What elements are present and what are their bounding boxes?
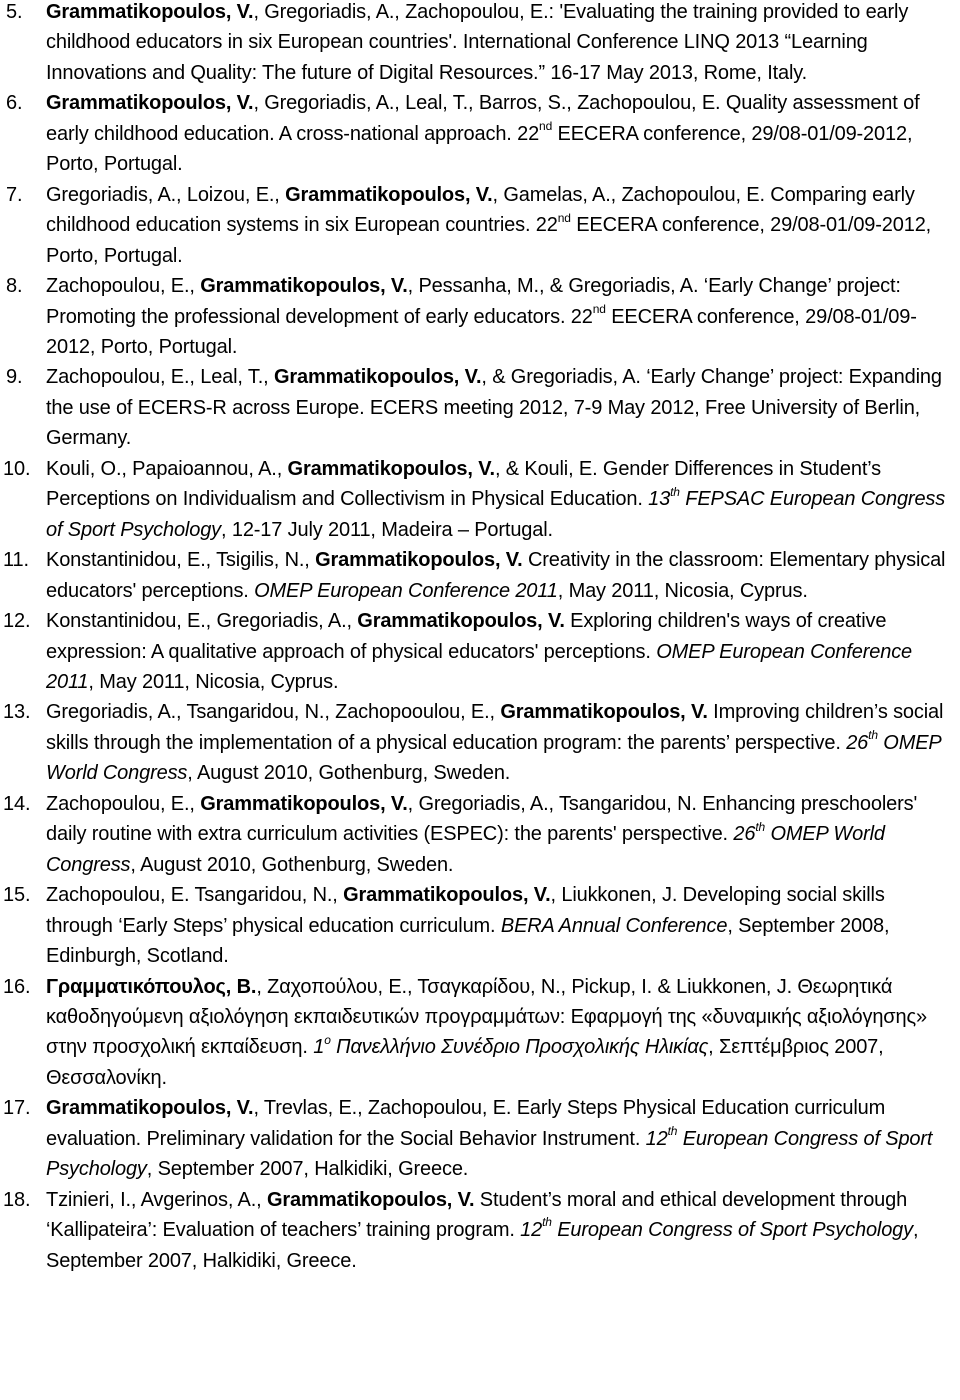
- reference-text: Creativity in the classroom: Elementary physical educators' perceptions.: [46, 549, 946, 602]
- ordinal-superscript: th: [670, 484, 680, 499]
- reference-number: 13.: [3, 701, 31, 724]
- reference-text: EECERA conference, 29/08-01/09-2012, Porto, Portugal.: [46, 305, 917, 358]
- reference-item: [0, 545, 960, 606]
- reference-number: 11.: [3, 549, 29, 572]
- reference-text: Zachopoulou, E., Leal, T.,: [46, 366, 274, 389]
- reference-number: 16.: [3, 975, 31, 998]
- reference-item: [0, 697, 960, 788]
- venue-title-italic: 12: [520, 1219, 543, 1242]
- reference-text: Konstantinidou, E., Tsigilis, N.,: [46, 549, 316, 572]
- reference-text: , & Gregoriadis, A. ‘Early Change’ project: Expanding the use of ECERS-R across Europe. ECERS meeting 2012, 7-9 May 2012, Free University of Berlin, Germany.: [46, 366, 942, 450]
- ordinal-superscript: nd: [539, 119, 553, 134]
- reference-item: [0, 789, 960, 880]
- reference-number: 6.: [6, 92, 23, 115]
- venue-title-italic: OMEP World Congress: [46, 823, 885, 876]
- venue-title-italic: OMEP World Congress: [46, 731, 941, 785]
- ordinal-superscript: th: [542, 1215, 552, 1230]
- reference-text: Tzinieri, I., Avgerinos, A.,: [46, 1188, 267, 1211]
- reference-text: Zachopoulou, E.,: [46, 275, 201, 298]
- author-name-bold: Grammatikopoulos, V.: [287, 457, 495, 480]
- author-name-bold: Grammatikopoulos, V.: [343, 884, 551, 907]
- ordinal-superscript: th: [667, 1124, 678, 1139]
- reference-item: [0, 972, 960, 1094]
- reference-text: , Liukkonen, J. Developing social skills through ‘Early Steps’ physical education curriculum.: [46, 884, 885, 937]
- reference-text: Improving children’s social skills through the implementation of a physical education program: the parents’ perspective.: [46, 701, 944, 754]
- ordinal-superscript: nd: [557, 210, 571, 225]
- ordinal-superscript: th: [755, 819, 766, 834]
- ordinal-superscript: nd: [592, 301, 606, 316]
- venue-title-italic: Πανελλήνιο Συνέδριο Προσχολικής Ηλικίας: [330, 1036, 709, 1059]
- author-name-bold: Grammatikopoulos, V.: [200, 792, 408, 815]
- venue-title-italic: 1: [313, 1036, 325, 1059]
- reference-text: , May 2011, Nicosia, Cyprus.: [88, 670, 339, 693]
- reference-item: [0, 88, 960, 179]
- reference-item: [0, 880, 960, 971]
- reference-item: [0, 606, 960, 697]
- venue-title-italic: European Congress of Sport Psychology: [46, 1127, 933, 1181]
- reference-text: , Gregoriadis, A., Leal, T., Barros, S., Zachopoulou, E. Quality assessment of early childhood education. A cross-national approach. 22: [46, 92, 920, 145]
- venue-title-italic: European Congress of Sport Psychology: [551, 1219, 914, 1242]
- reference-text: , September 2007, Halkidiki, Greece.: [146, 1158, 469, 1181]
- reference-text: , May 2011, Nicosia, Cyprus.: [557, 579, 808, 602]
- reference-item: [0, 1185, 960, 1276]
- reference-text: , Trevlas, E., Zachopoulou, E. Early Steps Physical Education curriculum evaluation. Preliminary validation for the Social Behavior Instrument.: [46, 1097, 886, 1150]
- reference-number: 15.: [3, 884, 31, 907]
- author-name-bold: Γραμματικόπουλος, Β.: [46, 975, 257, 998]
- reference-item: [0, 0, 960, 88]
- ordinal-superscript: th: [868, 728, 878, 743]
- author-name-bold: Grammatikopoulos, V.: [266, 1188, 475, 1211]
- reference-number: 5.: [6, 1, 23, 23]
- reference-item: [0, 362, 960, 453]
- reference-text: EECERA conference, 29/08-01/09-2012, Porto, Portugal.: [46, 122, 913, 176]
- reference-text: , Pessanha, M., & Gregoriadis, A. ‘Early Change’ project: Promoting the professional development of early educators. 22: [46, 275, 901, 328]
- author-name-bold: Grammatikopoulos, V.: [46, 92, 254, 115]
- reference-item: [0, 454, 960, 545]
- reference-item: [0, 180, 960, 271]
- venue-title-italic: 26: [733, 823, 756, 846]
- reference-text: , Gamelas, A., Zachopoulou, E. Comparing early childhood education systems in six European countries. 22: [46, 183, 915, 237]
- reference-number: 9.: [6, 366, 23, 389]
- reference-text: Exploring children's ways of creative expression: A qualitative approach of physical educators' perceptions.: [46, 610, 887, 663]
- reference-text: Zachopoulou, E.,: [46, 792, 201, 815]
- reference-number: 14.: [3, 792, 31, 815]
- reference-text: , September 2007, Halkidiki, Greece.: [46, 1219, 919, 1272]
- reference-number: 12.: [3, 610, 31, 633]
- author-name-bold: Grammatikopoulos, V.: [315, 549, 523, 572]
- reference-text: , Gregoriadis, A., Zachopoulou, E.: 'Evaluating the training provided to early childhood educators in six European countries'. International Conference LINQ 2013 “Learning Innovations and Quality: The future of Digital Resources.” 16-17 May 2013, Rome, Italy.: [46, 1, 909, 84]
- reference-number: 17.: [3, 1097, 31, 1120]
- reference-text: , 12-17 July 2011, Madeira – Portugal.: [221, 518, 553, 541]
- reference-number: 7.: [6, 183, 23, 206]
- ordinal-superscript: ο: [324, 1032, 331, 1047]
- reference-text: Gregoriadis, A., Loizou, E.,: [46, 183, 286, 206]
- reference-text: , September 2008, Edinburgh, Scotland.: [46, 914, 890, 968]
- author-name-bold: Grammatikopoulos, V.: [46, 1, 254, 23]
- reference-number: 10.: [3, 457, 31, 480]
- reference-text: Gregoriadis, A., Tsangaridou, N., Zachopooulou, E.,: [46, 701, 501, 724]
- reference-text: , Ζαχοπούλου, Ε., Τσαγκαρίδου, Ν., Pickup, I. & Liukkonen, J. Θεωρητικά καθοδηγούμενη αξιολόγηση εκπαιδευτικών προγραμμάτων: Εφαρμογή της «δυναμικής αξιολόγησης» στην προσχολική εκπαίδευση.: [46, 975, 927, 1059]
- author-name-bold: Grammatikopoulos, V.: [357, 610, 565, 633]
- reference-text: Zachopoulou, E. Tsangaridou, N.,: [46, 884, 344, 907]
- venue-title-italic: 26: [846, 731, 869, 754]
- reference-item: [0, 1093, 960, 1184]
- author-name-bold: Grammatikopoulos, V.: [273, 366, 482, 389]
- reference-number: 8.: [6, 275, 23, 298]
- reference-item: [0, 271, 960, 362]
- author-name-bold: Grammatikopoulos, V.: [285, 183, 493, 206]
- reference-text: Kouli, O., Papaioannou, A.,: [46, 457, 288, 480]
- reference-text: , August 2010, Gothenburg, Sweden.: [130, 853, 454, 876]
- author-name-bold: Grammatikopoulos, V.: [200, 275, 408, 298]
- reference-text: EECERA conference, 29/08-01/09-2012, Porto, Portugal.: [46, 214, 932, 267]
- venue-title-italic: OMEP European Conference 2011: [254, 579, 558, 602]
- reference-number: 18.: [3, 1188, 31, 1211]
- reference-text: Konstantinidou, E., Gregoriadis, A.,: [46, 610, 358, 633]
- reference-text: , Gregoriadis, A., Tsangaridou, N. Enhancing preschoolers' daily routine with extra curriculum activities (ESPEC): the parents' perspective.: [46, 792, 918, 846]
- venue-title-italic: FEPSAC European Congress of Sport Psychology: [46, 488, 946, 541]
- venue-title-italic: 13: [648, 488, 671, 511]
- author-name-bold: Grammatikopoulos, V.: [46, 1097, 254, 1120]
- venue-title-italic: OMEP European Conference 2011: [46, 640, 913, 693]
- author-name-bold: Grammatikopoulos, V.: [500, 701, 708, 724]
- reference-text: , & Kouli, E. Gender Differences in Student’s Perceptions on Individualism and Collectivism in Physical Education.: [46, 457, 882, 511]
- venue-title-italic: 12: [645, 1127, 668, 1150]
- reference-text: , Σεπτέμβριος 2007, Θεσσαλονίκη.: [46, 1036, 884, 1089]
- reference-text: Student’s moral and ethical development through ‘Kallipateira’: Evaluation of teachers’ training program.: [46, 1188, 908, 1242]
- reference-text: , August 2010, Gothenburg, Sweden.: [187, 762, 511, 785]
- venue-title-italic: BERA Annual Conference: [500, 914, 728, 937]
